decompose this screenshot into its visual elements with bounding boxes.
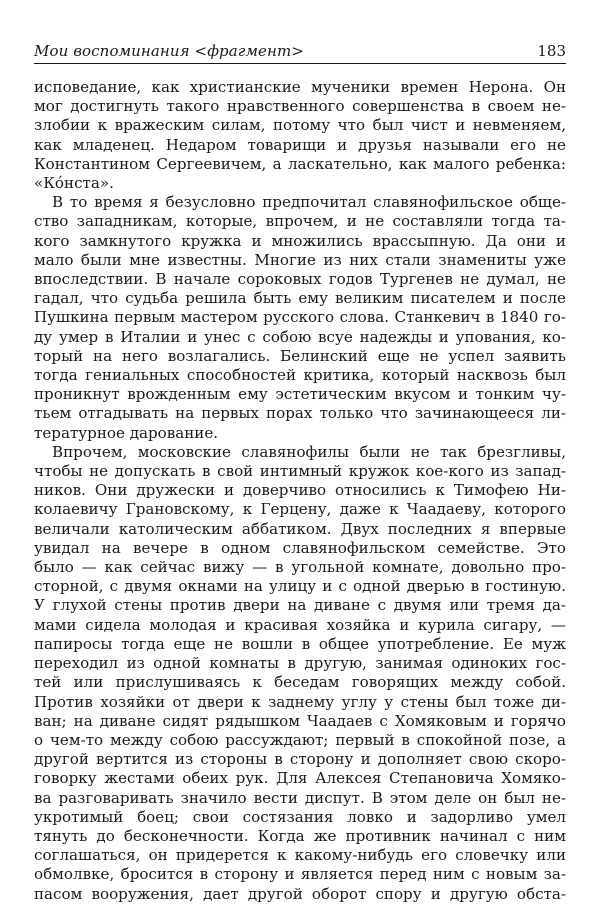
text-line: Константином Сергеевичем, а ласкательно, как малого ребенка:	[34, 154, 566, 173]
text-line: мало были мне известны. Многие из них стали знамениты уже	[34, 250, 566, 269]
text-line: тьем отгадывать на первых порах только что зачинающееся ли-	[34, 404, 566, 423]
text-line: торый на него возлагались. Белинский еще не успел заявить	[34, 346, 566, 365]
text-line: Впрочем, московские славянофилы были не так брезгливы,	[52, 442, 566, 461]
text-line: ство западникам, которые, впрочем, и не составляли тогда та-	[34, 212, 566, 231]
text-line: величали католическим аббатиком. Двух последних я впервые	[34, 519, 566, 538]
paragraph-1	[34, 78, 566, 193]
text-line: ва разговаривать значило вести диспут. В этом деле он был не-	[34, 788, 566, 807]
text-line: ду умер в Италии и унес с собою всуе надежды и упования, ко-	[34, 327, 566, 346]
text-line: тературное дарование.	[34, 423, 219, 442]
paragraph-3	[34, 443, 566, 904]
text-line: говорку жестами обеих рук. Для Алексея Степановича Хомяко-	[34, 769, 566, 788]
text-line: проникнут врожденным ему эстетическим вкусом и тонким чу-	[34, 385, 566, 404]
running-header	[34, 36, 566, 64]
text-line: кого замкнутого кружка и множились врассыпную. Да они и	[34, 231, 566, 250]
text-line: как младенец. Недаром товарищи и друзья называли его не	[34, 135, 566, 154]
text-line: колаевичу Грановскому, к Герцену, даже к Чаадаеву, которого	[34, 500, 566, 519]
text-line: впоследствии. В начале сороковых годов Тургенев не думал, не	[34, 270, 566, 289]
text-line: другой вертится из стороны в сторону и дополняет свою скоро-	[34, 750, 566, 769]
running-title: Мои воспоминания <фрагмент>	[34, 42, 304, 60]
text-line: В то время я безусловно предпочитал славянофильское обще-	[52, 193, 566, 212]
text-line: ников. Они дружески и доверчиво относились к Тимофею Ни-	[34, 481, 566, 500]
text-line: переходил из одной комнаты в другую, занимая одиноких гос-	[34, 654, 566, 673]
text-line: увидал на вечере в одном славянофильском семействе. Это	[34, 538, 566, 557]
text-line: было — как сейчас вижу — в угольной комнате, довольно про-	[34, 558, 566, 577]
text-line: мог достигнуть такого нравственного совершенства в своем не-	[34, 97, 566, 116]
text-line: чтобы не допускать в свой интимный кружок кое-кого из запад-	[34, 462, 566, 481]
text-line: папиросы тогда еще не вошли в общее употребление. Ее муж	[34, 634, 566, 653]
text-line: исповедание, как христианские мученики времен Нерона. Он	[34, 78, 566, 96]
text-line: ван; на диване сидят рядышком Чаадаев с Хомяковым и горячо	[34, 711, 566, 730]
body-text	[34, 78, 566, 904]
text-line: обмолвке, бросится в сторону и является перед ним с новым за-	[34, 865, 566, 884]
text-line: злобии к вражеским силам, потому что был чист и невменяем,	[34, 116, 566, 135]
text-line: Пушкина первым мастером русского слова. Станкевич в 1840 го-	[34, 308, 566, 327]
text-line: гадал, что судьба решила быть ему великим писателем и после	[34, 289, 566, 308]
page-number: 183	[537, 42, 566, 60]
text-line: сторной, с двумя окнами на улицу и с одной дверью в гостиную.	[34, 577, 566, 596]
text-line: Против хозяйки от двери к заднему углу у стены был тоже ди-	[34, 692, 566, 711]
text-line: мами сидела молодая и красивая хозяйка и курила сигару, —	[34, 615, 566, 634]
paragraph-2	[34, 193, 566, 443]
text-line: У глухой стены против двери на диване с двумя или тремя да-	[34, 596, 566, 615]
text-line: тянуть до бесконечности. Когда же противник начинал с ним	[34, 826, 566, 845]
text-line: тей или прислушиваясь к беседам говорящих между собой.	[34, 673, 566, 692]
text-line: «Ко́нста».	[34, 174, 114, 193]
text-line: пасом вооружения, дает другой оборот спору и другую обста-	[34, 884, 566, 903]
text-line: укротимый боец; свои состязания ловко и задорливо умел	[34, 807, 566, 826]
text-line: тогда гениальных способностей критика, который насквозь был	[34, 366, 566, 385]
text-line: о чем-то между собою рассуждают; первый в спокойной позе, а	[34, 730, 566, 749]
text-line: соглашаться, он придерется к какому-нибудь его словечку или	[34, 846, 566, 865]
